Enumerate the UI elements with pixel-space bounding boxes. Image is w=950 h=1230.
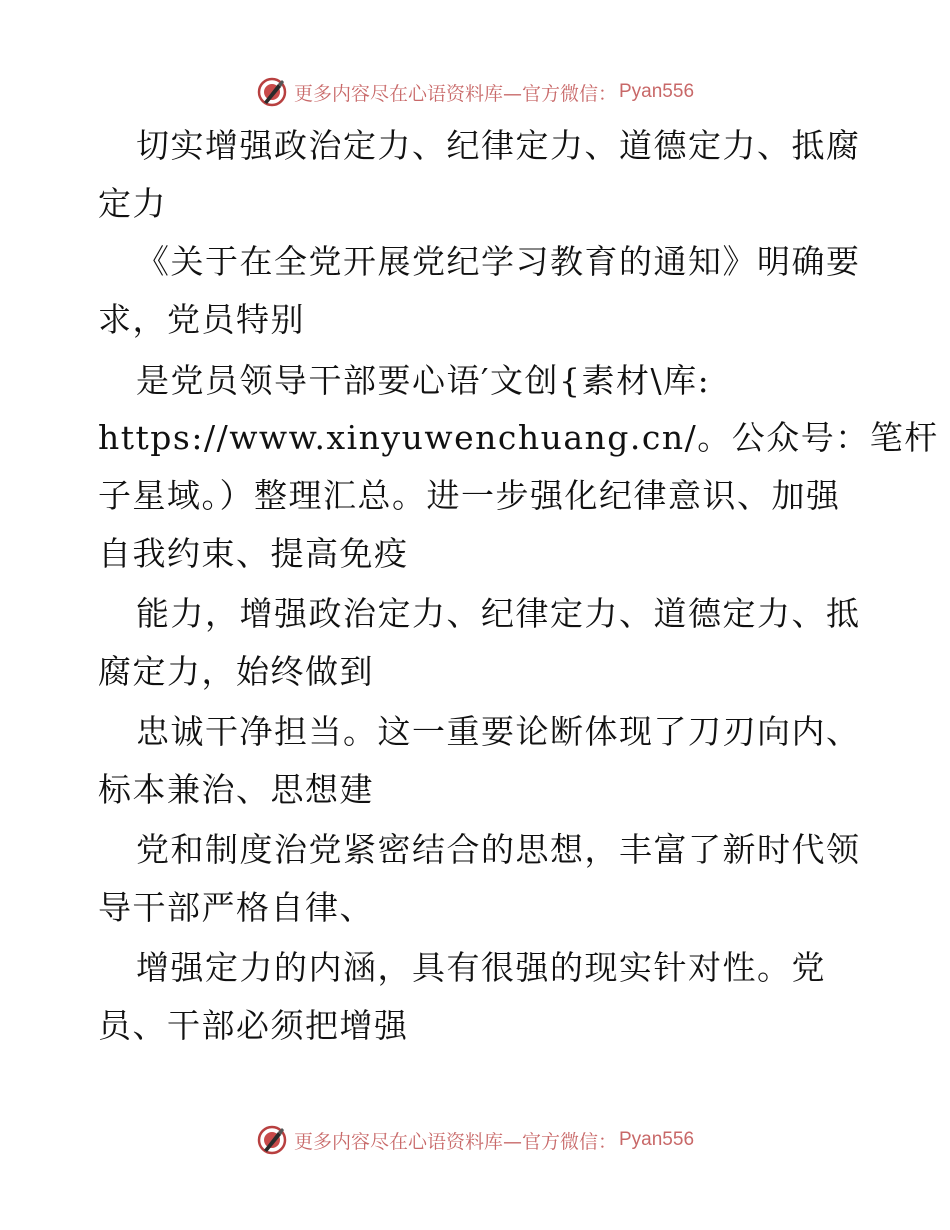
body-line: 求，党员特别 [98,300,305,339]
watermark-wechat-id: Pyan556 [619,1129,695,1150]
body-line: 《关于在全党开展党纪学习教育的通知》明确要 [136,242,861,281]
body-line: 能力，增强政治定力、纪律定力、道德定力、抵 [136,594,861,633]
body-line: https://www.xinyuwenchuang.cn/。公众号：笔杆 [98,418,939,457]
footer-watermark [0,1120,950,1160]
body-line: 导干部严格自律、 [98,888,374,927]
body-line: 是党员领导干部要心语′文创{素材\库: [136,361,711,400]
body-line: 忠诚干净担当。这一重要论断体现了刀刃向内、 [136,712,861,751]
body-line: 定力 [98,184,167,223]
header-watermark [0,72,950,112]
watermark-wechat-id: Pyan556 [619,81,695,102]
body-line: 增强定力的内涵，具有很强的现实针对性。党 [136,948,826,987]
body-line: 自我约束、提高免疫 [98,534,409,573]
pen-logo-icon [256,76,288,108]
body-line: 党和制度治党紧密结合的思想，丰富了新时代领 [136,830,861,869]
body-line: 腐定力，始终做到 [98,652,374,691]
pen-logo-icon [256,1124,288,1156]
watermark-text: 更多内容尽在心语资料库—官方微信： [293,1130,617,1153]
watermark-text: 更多内容尽在心语资料库—官方微信： [293,82,617,105]
body-line: 切实增强政治定力、纪律定力、道德定力、抵腐 [136,126,861,165]
body-line: 员、干部必须把增强 [98,1006,409,1045]
body-line: 标本兼治、思想建 [98,770,374,809]
body-line: 子星域。）整理汇总。进一步强化纪律意识、加强 [98,476,841,515]
